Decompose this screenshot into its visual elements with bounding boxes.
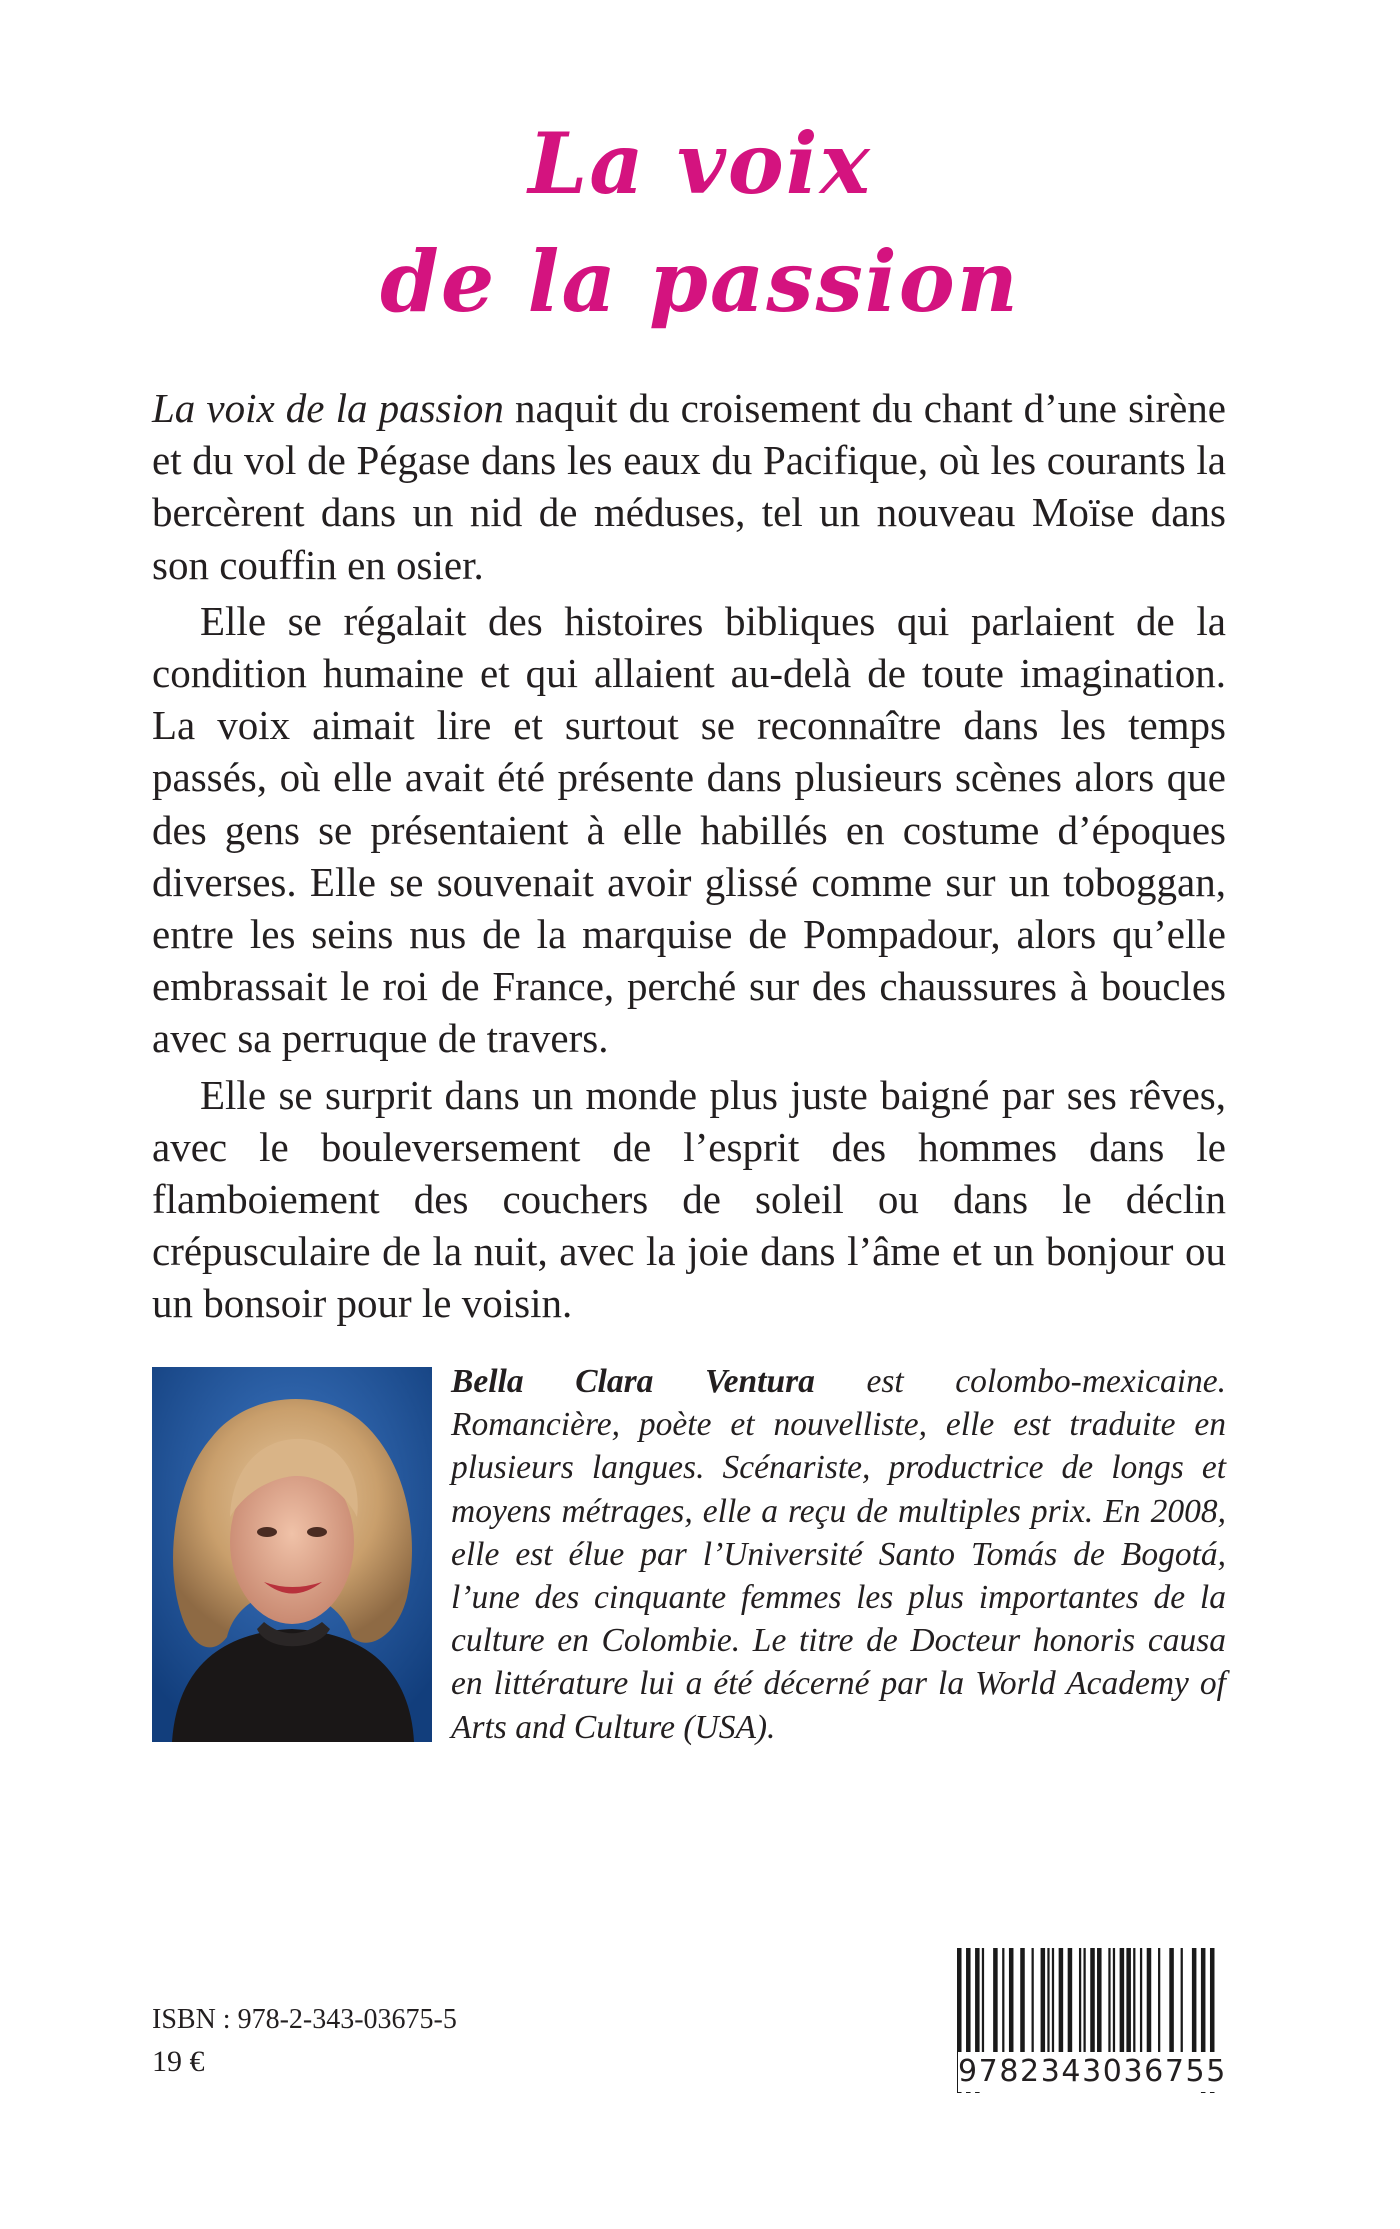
barcode-bar: [1113, 1948, 1115, 2058]
barcode-bar: [1126, 1948, 1131, 2058]
barcode-bar: [1120, 1948, 1125, 2058]
barcode-bar: [1097, 1948, 1102, 2058]
blurb-italic-title: La voix de la passion: [152, 385, 504, 431]
title-line-1: La voix: [528, 114, 872, 213]
barcode-bar: [1090, 1948, 1095, 2058]
barcode-bar: [1059, 1948, 1064, 2058]
book-title: [0, 105, 1400, 341]
author-photo: [152, 1367, 432, 1742]
barcode-bar: [1133, 1948, 1135, 2058]
barcode-bar: [1083, 1948, 1085, 2058]
barcode-bar: [1192, 1948, 1197, 2058]
barcode-bar: [1020, 1948, 1025, 2058]
author-bio-text: est colombo-mexicaine. Romancière, poète et nouvelliste, elle est traduite en plusieurs langues. Scénariste, productrice de longs et moyens métrages, elle a reçu de multiples prix. En 2008, elle est élue par l’Université Santo Tomás de Bogotá, l’une des cinquante femmes les plus importantes de la culture en Colombie. Le titre de Docteur honoris causa en littérature lui a été décerné par la World Academy of Arts and Culture (USA).: [451, 1363, 1226, 1746]
barcode-bar: [1002, 1948, 1004, 2058]
barcode-bar: [1108, 1948, 1110, 2058]
barcode-number: 9782343036755: [958, 2052, 1224, 2092]
barcode-bar: [1047, 1948, 1049, 2058]
price: 19 €: [152, 2045, 205, 2078]
barcode-bar: [1009, 1948, 1014, 2058]
author-bio: [451, 1360, 1226, 1749]
author-name: Bella Clara Ventura: [451, 1363, 815, 1400]
barcode-bar: [1068, 1948, 1073, 2058]
blurb-paragraph-2: Elle se régalait des histoires bibliques qui parlaient de la condition humaine et qui allaient au-delà de toute imagination. La voix aimait lire et surtout se reconnaître dans les temps passés, où elle avait été présente dans plusieurs scènes alors que des gens se présentaient à elle habillés en costume d’époques diverses. Elle se souvenait avoir glissé comme sur un toboggan, entre les seins nus de la marquise de Pompadour, alors qu’elle embrassait le roi de France, perché sur des chaussures à boucles avec sa perruque de travers.: [152, 597, 1226, 1062]
barcode-bar: [1079, 1948, 1081, 2058]
barcode-bar: [1140, 1948, 1142, 2058]
blurb-paragraph-1-text: naquit du croisement du chant d’une sirène et du vol de Pégase dans les eaux du Pacifique, où les courants la bercèrent dans un nid de méduses, tel un nouveau Moïse dans son couffin en osier.: [152, 385, 1226, 588]
barcode-bar: [1052, 1948, 1054, 2058]
barcode-bar: [1169, 1948, 1174, 2058]
isbn: ISBN : 978-2-343-03675-5: [152, 2004, 457, 2035]
back-cover-blurb: [152, 382, 1226, 1334]
barcode-bar: [1147, 1948, 1152, 2058]
barcode-bar: [1041, 1948, 1046, 2058]
blurb-paragraph-3: Elle se surprit dans un monde plus juste baigné par ses rêves, avec le bouleversement de l’esprit des hommes dans le flamboiement des couchers de soleil ou dans le déclin crépusculaire de la nuit, avec la joie dans l’âme et un bonjour ou un bonsoir pour le voisin.: [152, 1071, 1226, 1327]
barcode-bar: [1158, 1948, 1160, 2058]
blurb-paragraph-1: [152, 382, 1226, 591]
barcode-bar: [993, 1948, 998, 2058]
barcode-bar: [1181, 1948, 1183, 2058]
barcode-bar: [1032, 1948, 1034, 2058]
title-line-2: de la passion: [380, 232, 1020, 331]
barcode-bar: [982, 1948, 984, 2058]
